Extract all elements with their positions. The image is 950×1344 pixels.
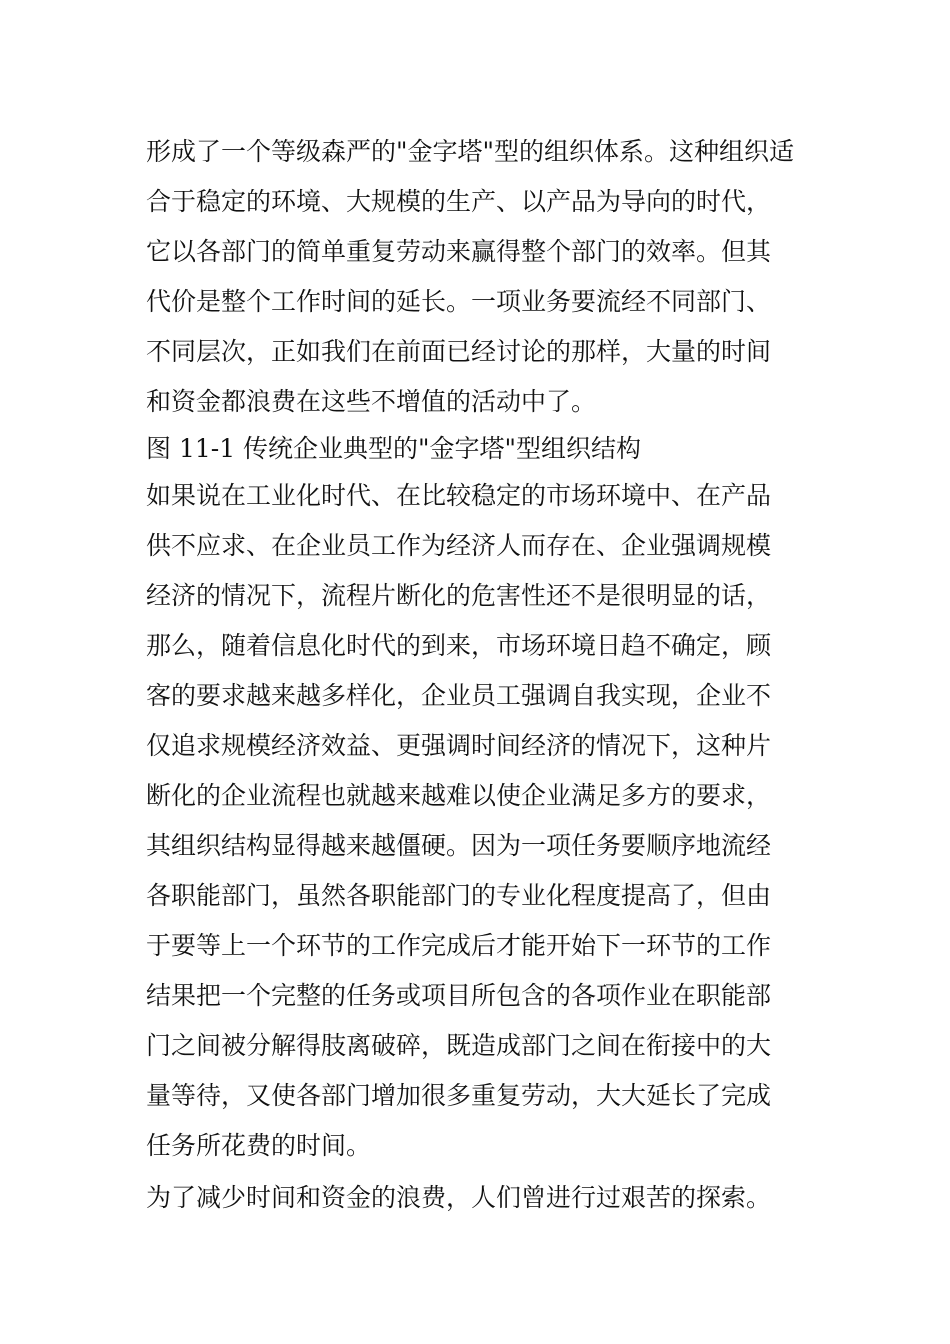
- figure-caption: 图 11-1 传统企业典型的"金字塔"型组织结构: [146, 434, 642, 463]
- text-line: 它以各部门的简单重复劳动来赢得整个部门的效率。但其: [146, 237, 772, 266]
- text-line: 合于稳定的环境、大规模的生产、以产品为导向的时代，: [146, 187, 772, 216]
- text-line: 和资金都浪费在这些不增值的活动中了。: [146, 387, 597, 416]
- document-body: [146, 127, 812, 1223]
- text-line: 断化的企业流程也就越来越难以使企业满足多方的要求，: [146, 781, 772, 810]
- text-line: 为了减少时间和资金的浪费，人们曾进行过艰苦的探索。: [146, 1183, 772, 1212]
- text-line: 形成了一个等级森严的"金字塔"型的组织体系。这种组织适: [146, 137, 795, 166]
- text-line: 其组织结构显得越来越僵硬。因为一项任务要顺序地流经: [146, 831, 772, 860]
- text-line: 于要等上一个环节的工作完成后才能开始下一环节的工作: [146, 931, 772, 960]
- text-line: 量等待，又使各部门增加很多重复劳动，大大延长了完成: [146, 1081, 772, 1110]
- text-line: 供不应求、在企业员工作为经济人而存在、企业强调规模: [146, 531, 772, 560]
- text-line: 仅追求规模经济效益、更强调时间经济的情况下，这种片: [146, 731, 772, 760]
- text-line: 门之间被分解得肢离破碎，既造成部门之间在衔接中的大: [146, 1031, 772, 1060]
- text-line: 结果把一个完整的任务或项目所包含的各项作业在职能部: [146, 981, 772, 1010]
- text-line: 经济的情况下，流程片断化的危害性还不是很明显的话，: [146, 581, 772, 610]
- paragraph-exploration: [146, 1173, 812, 1223]
- text-line: 代价是整个工作时间的延长。一项业务要流经不同部门、: [146, 287, 772, 316]
- text-line: 客的要求越来越多样化，企业员工强调自我实现，企业不: [146, 681, 772, 710]
- text-line: 任务所花费的时间。: [146, 1131, 372, 1160]
- text-line: 如果说在工业化时代、在比较稳定的市场环境中、在产品: [146, 481, 772, 510]
- paragraph-information-age: [146, 471, 812, 1171]
- paragraph-hierarchy-drawbacks: [146, 127, 812, 427]
- text-line: 各职能部门，虽然各职能部门的专业化程度提高了，但由: [146, 881, 772, 910]
- text-line: 那么，随着信息化时代的到来，市场环境日趋不确定，顾: [146, 631, 772, 660]
- text-line: 不同层次，正如我们在前面已经讨论的那样，大量的时间: [146, 337, 772, 366]
